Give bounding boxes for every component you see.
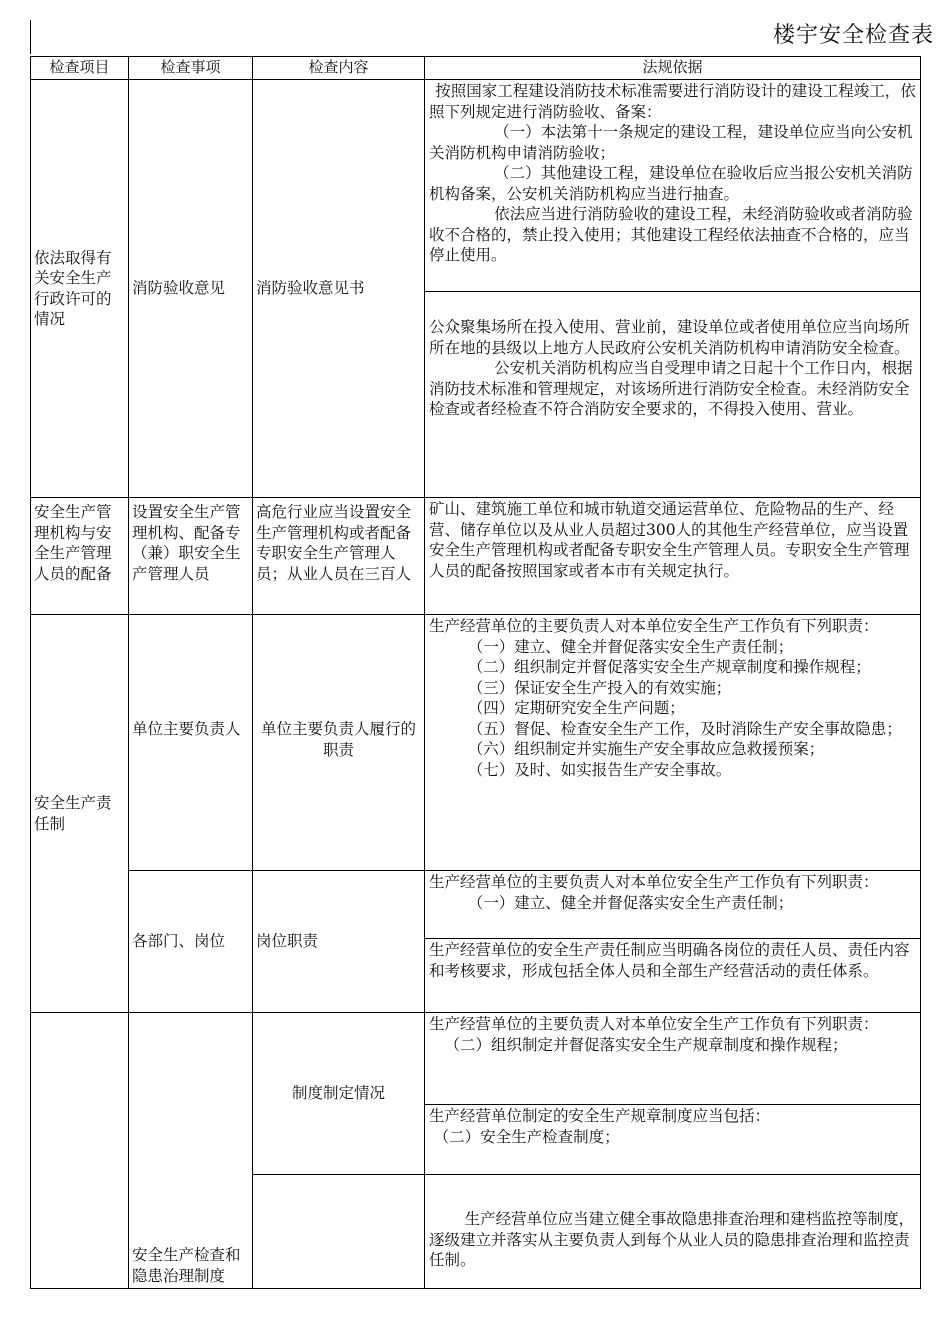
header-inspection-matter: 检查事项	[129, 57, 253, 80]
item-cell: 依法取得有关安全生产行政许可的情况	[31, 80, 129, 498]
legal-basis-cell	[425, 1175, 921, 1289]
legal-basis-cell	[425, 871, 921, 939]
law-paragraph: （二）组织制定并督促落实安全生产规章制度和操作规程；	[467, 658, 871, 676]
law-paragraph: 公众聚集场所在投入使用、营业前，建设单位或者使用单位应当向场所所在地的县级以上地方人民政府公安机关消防机构申请消防安全检查。	[429, 318, 910, 357]
law-paragraph: （二）其他建设工程，建设单位在验收后应当报公安机关消防机构备案，公安机关消防机构应当进行抽查。	[429, 164, 913, 203]
content-cell: 消防验收意见书	[253, 80, 425, 498]
content-cell: 高危行业应当设置安全生产管理机构或者配备专职安全生产管理人员；从业人员在三百人	[253, 498, 425, 615]
legal-basis-cell	[425, 939, 921, 1013]
law-paragraph: （三）保证安全生产投入的有效实施；	[467, 678, 732, 697]
law-paragraph: 生产经营单位的主要负责人对本单位安全生产工作负有下列职责：	[429, 873, 879, 891]
law-paragraph: 生产经营单位制定的安全生产规章制度应当包括：	[429, 1107, 771, 1125]
law-paragraph: 公安机关消防机构应当自受理申请之日起十个工作日内，根据消防技术标准和管理规定，对该场所进行消防安全检查。未经消防安全检查或者经检查不符合消防安全要求的，不得投入使用、营业。	[429, 359, 913, 418]
legal-basis-cell	[425, 1105, 921, 1175]
law-paragraph: 生产经营单位的安全生产责任制应当明确各岗位的责任人员、责任内容和考核要求，形成包括全体人员和全部生产经营活动的责任体系。	[429, 941, 910, 980]
header-row	[31, 57, 921, 80]
law-paragraph: （二）组织制定并督促落实安全生产规章制度和操作规程；	[444, 1035, 848, 1054]
table-row	[31, 498, 921, 615]
header-legal-basis: 法规依据	[425, 57, 921, 80]
table-row	[31, 1013, 921, 1105]
law-paragraph: 矿山、建筑施工单位和城市轨道交通运营单位、危险物品的生产、经营、储存单位以及从业人员超过300人的其他生产经营单位，应当设置安全生产管理机构或者配备专职安全生产管理人员。专职安全生产管理人员的配备按照国家或者本市有关规定执行。	[429, 500, 910, 580]
table-row	[31, 615, 921, 871]
law-paragraph: 生产经营单位的主要负责人对本单位安全生产工作负有下列职责：	[429, 1015, 879, 1033]
left-border-rule	[30, 20, 31, 54]
content-cell-empty	[253, 1175, 425, 1289]
matter-cell: 单位主要负责人	[129, 615, 253, 871]
item-cell: 安全生产管理机构与安全生产管理人员的配备	[31, 498, 129, 615]
law-paragraph: （一）建立、健全并督促落实安全生产责任制；	[467, 893, 794, 912]
law-paragraph: 生产经营单位的主要负责人对本单位安全生产工作负有下列职责：	[429, 617, 879, 635]
legal-basis-cell	[425, 80, 921, 292]
content-cell: 制度制定情况	[253, 1013, 425, 1175]
legal-basis-cell	[425, 1013, 921, 1105]
legal-basis-cell	[425, 615, 921, 871]
item-cell: 安全生产责任制	[31, 615, 129, 1013]
matter-cell: 安全生产检查和隐患治理制度	[129, 1013, 253, 1289]
law-paragraph: （二）安全生产检查制度；	[433, 1127, 620, 1146]
page-title: 楼宇安全检查表	[772, 23, 934, 48]
law-paragraph: 生产经营单位应当建立健全事故隐患排查治理和建档监控等制度，逐级建立并落实从主要负责人到每个从业人员的隐患排查治理和监控责任制。	[429, 1210, 915, 1269]
header-inspection-item: 检查项目	[31, 57, 129, 80]
law-paragraph: （一）本法第十一条规定的建设工程，建设单位应当向公安机关消防机构申请消防验收；	[429, 123, 913, 162]
law-paragraph: （五）督促、检查安全生产工作，及时消除生产安全事故隐患；	[467, 719, 902, 738]
header-inspection-content: 检查内容	[253, 57, 425, 80]
law-paragraph: （七）及时、如实报告生产安全事故。	[467, 760, 732, 779]
table-row	[31, 80, 921, 292]
matter-cell: 设置安全生产管理机构、配备专（兼）职安全生产管理人员	[129, 498, 253, 615]
matter-cell: 各部门、岗位	[129, 871, 253, 1013]
content-cell: 岗位职责	[253, 871, 425, 1013]
table-row	[31, 871, 921, 939]
law-paragraph: 依法应当进行消防验收的建设工程，未经消防验收或者消防验收不合格的，禁止投入使用；其他建设工程经依法抽查不合格的，应当停止使用。	[429, 205, 913, 264]
matter-cell: 消防验收意见	[129, 80, 253, 498]
law-paragraph: 按照国家工程建设消防技术标准需要进行消防设计的建设工程竣工，依照下列规定进行消防验收、备案：	[429, 82, 916, 121]
content-cell: 单位主要负责人履行的职责	[253, 615, 425, 871]
law-paragraph: （四）定期研究安全生产问题；	[467, 699, 685, 717]
law-paragraph: （六）组织制定并实施生产安全事故应急救援预案；	[467, 740, 825, 758]
law-paragraph: （一）建立、健全并督促落实安全生产责任制；	[467, 637, 794, 656]
legal-basis-cell	[425, 498, 921, 615]
item-cell	[31, 1013, 129, 1289]
inspection-table	[30, 56, 921, 1289]
legal-basis-cell	[425, 292, 921, 498]
